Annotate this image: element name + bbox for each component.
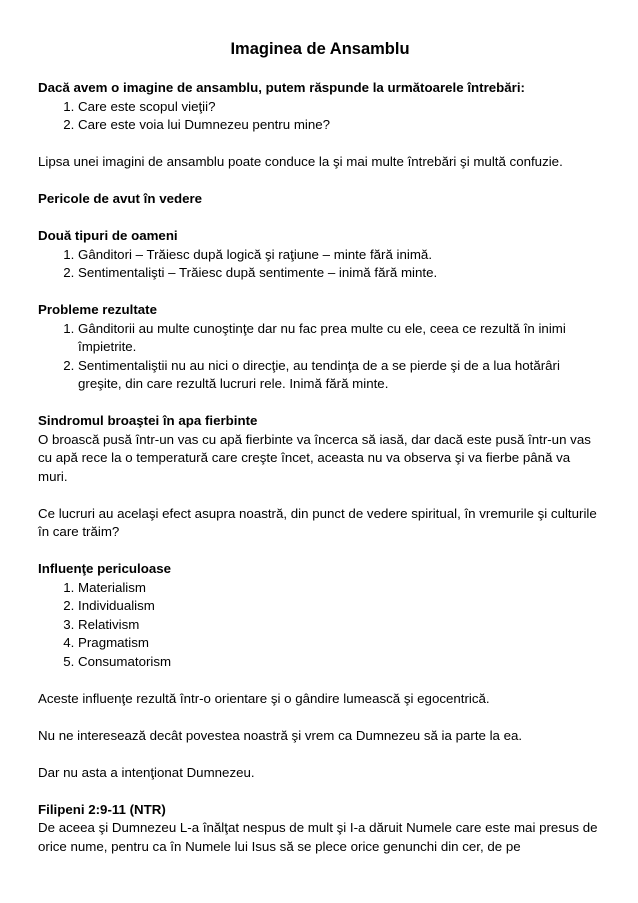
list-item: 2. Individualism [78,597,602,616]
list-item: 2. Care este voia lui Dumnezeu pentru mine? [78,116,602,135]
lack-paragraph: Lipsa unei imagini de ansamblu poate conduce la şi mai multe întrebări şi multă confuzie. [38,154,563,169]
scripture-paragraph: De aceea şi Dumnezeu L-a înălţat nespus de mult şi I-a dăruit Numele care este mai presus de orice nume, pentru ca în Numele lui Isus să se plece orice genunchi din cer, de pe [38,820,598,854]
list-item: 1. Gânditorii au multe cunoştinţe dar nu fac prea multe cu ele, ceea ce rezultă în inimi împietrite. [78,320,602,357]
problems-list [38,320,602,394]
list-item: 1. Care este scopul vieţii? [78,98,602,117]
interest-paragraph: Nu ne interesează decât povestea noastră şi vrem ca Dumnezeu să ia parte la ea. [38,727,523,743]
scripture-heading: Filipeni 2:9-11 (NTR) [38,801,166,817]
list-item: 1. Materialism [78,579,602,598]
dangers-heading: Pericole de avut în vedere [38,191,203,206]
intro-list [38,98,602,135]
list-item: 4. Pragmatism [78,634,602,653]
frog-paragraph: O broască pusă într-un vas cu apă fierbinte va încerca să iasă, dar dacă este pusă într-un vas cu apă rece la o temperatură care creşte încet, aceasta nu va observa şi va fierbe până va muri. [38,431,591,484]
result-paragraph: Aceste influenţe rezultă într-o orientare şi o gândire lumească şi egocentrică. [38,690,490,706]
document-title: Imaginea de Ansamblu [230,40,410,58]
list-item: 2. Sentimentalişti – Trăiesc după sentimente – inimă fără minte. [78,264,602,283]
two-types-list [38,246,602,283]
problems-heading: Probleme rezultate [38,302,157,317]
list-item: 5. Consumatorism [78,653,602,672]
two-types-heading: Două tipuri de oameni [38,228,178,243]
intent-paragraph: Dar nu asta a intenţionat Dumnezeu. [38,764,255,780]
list-item: 2. Sentimentaliştii nu au nici o direcţie, au tendinţa de a se pierde şi de a lua hotărâri greşite, din care rezultă lucruri rele. Inimă fără minte. [78,357,602,394]
influences-heading: Influenţe periculoase [38,561,172,576]
intro-question: Dacă avem o imagine de ansamblu, putem răspunde la următoarele întrebări: [38,80,525,95]
list-item: 3. Relativism [78,616,602,635]
influences-list [38,579,602,672]
list-item: 1. Gânditori – Trăiesc după logică şi raţiune – minte fără inimă. [78,246,602,265]
question-paragraph: Ce lucruri au acelaşi efect asupra noastră, din punct de vedere spiritual, în vremurile şi culturile în care trăim? [38,505,597,539]
frog-heading: Sindromul broaştei în apa fierbinte [38,413,258,428]
